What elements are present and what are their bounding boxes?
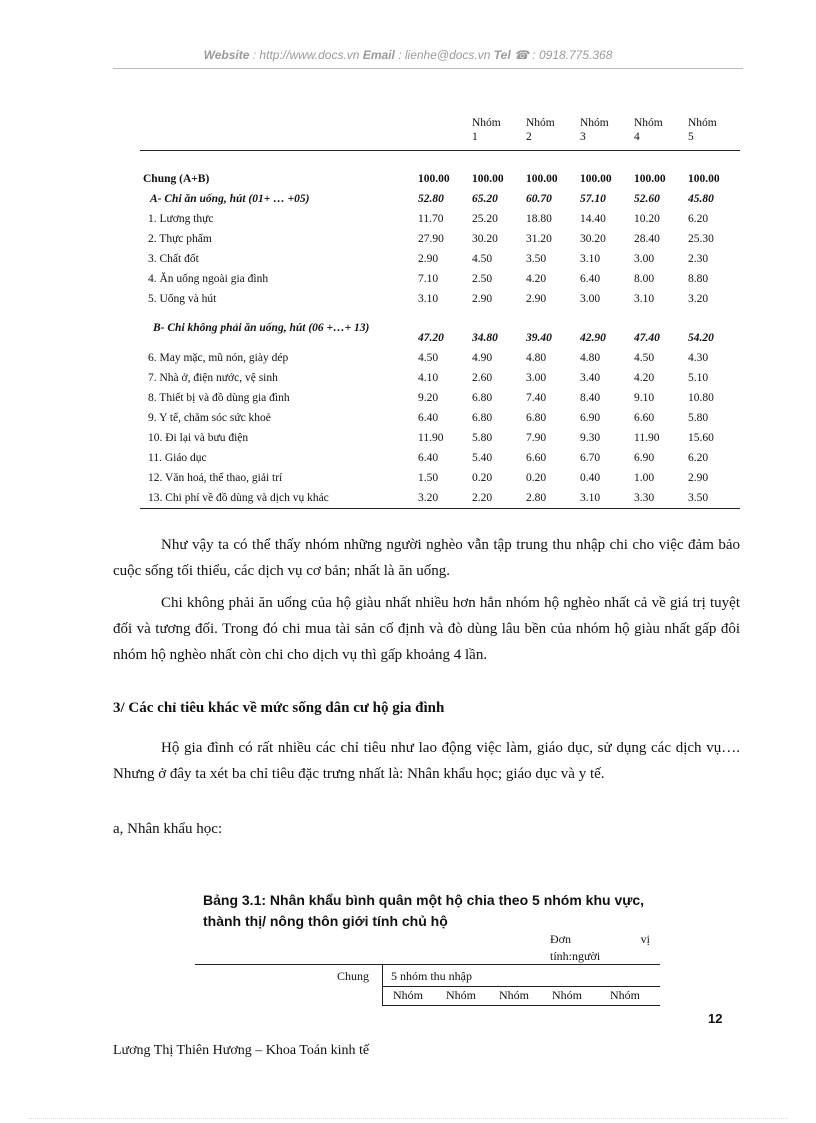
table-row: 6. May mặc, mũ nón, giày dép 4.50 4.90 4.80 4.80 4.50 4.30 [148,352,709,364]
group-header: Nhóm 1 [470,114,524,151]
group-header: Nhóm 4 [632,114,686,151]
tel-label: Tel [493,48,511,62]
unit-label [550,931,652,965]
table-row: 11. Giáo dục 6.40 5.40 6.60 6.70 6.90 6.20 [148,452,709,464]
group-header: Nhóm 5 [686,114,740,151]
table2-chung: Chung [337,969,370,983]
spacer-row [140,151,740,170]
tel-value: ☎ : 0918.775.368 [514,48,613,62]
paragraph-1: Như vậy ta có thể thấy nhóm những người nghèo vẫn tập trung thu nhập chi cho việc đảm bảo cuộc sống tối thiểu, các dịch vụ cơ bản; nhất là ăn uống. [113,537,740,579]
table-header-row [140,114,740,151]
table-row: 12. Văn hoá, thể thao, giải trí 1.50 0.20 0.20 0.40 1.00 2.90 [148,472,709,484]
table-row: 7. Nhà ở, điện nước, vệ sinh 4.10 2.60 3.00 3.40 4.20 5.10 [148,372,709,384]
table-row: A- Chi ăn uống, hút (01+ … +05) 52.80 65.20 60.70 57.10 52.60 45.80 [150,193,714,205]
table-row: 2. Thực phẩm 27.90 30.20 31.20 30.20 28.40 25.30 [148,233,714,245]
website-label: Website [203,48,250,62]
page-number: 12 [708,1011,723,1026]
website-value: : http://www.docs.vn [252,48,360,62]
paragraph-4: a, Nhân khẩu học: [113,821,223,837]
table2-group-header: 5 nhóm thu nhập [391,969,472,983]
table2-group-col: Nhóm [610,988,640,1002]
table2-group-col: Nhóm [552,988,582,1002]
table-row: 3. Chất đốt 2.90 4.50 3.50 3.10 3.00 2.30 [148,253,709,265]
paragraph-3: Hộ gia đình có rất nhiều các chỉ tiêu như lao động việc làm, giáo dục, sử dụng các dịch vụ…. Nhưng ở đây ta xét ba chỉ tiêu đặc trưng nhất là: Nhân khẩu học; giáo dục và y tế. [113,740,740,782]
table-row: 4. Ăn uống ngoài gia đình 7.10 2.50 4.20 6.40 8.00 8.80 [148,273,709,285]
email-label: Email [362,48,395,62]
table-row: 8. Thiết bị và đồ dùng gia đình 9.20 6.80 7.40 8.40 9.10 10.80 [148,392,714,404]
table-row: 1. Lương thực 11.70 25.20 18.80 14.40 10.20 6.20 [148,213,709,225]
table2-group-col: Nhóm [393,988,423,1002]
table2-group-col: Nhóm [446,988,476,1002]
paragraph-2: Chi không phải ăn uống của hộ giàu nhất nhiều hơn hẳn nhóm hộ nghèo nhất cả về giá trị tuyệt đối và tương đối. Trong đó chi mua tài sản cố định và đò dùng lâu bền của nhóm hộ giàu nhất gấp đôi nhóm hộ nghèo nhất còn chi cho dịch vụ thì gấp khoảng 4 lần. [113,595,740,663]
header-blank-total [416,114,470,151]
table-row: 9. Y tế, chăm sóc sức khoẻ 6.40 6.80 6.80 6.90 6.60 5.80 [148,412,709,424]
table2-mid-rule [383,986,660,987]
email-value: : lienhe@docs.vn [398,48,491,62]
section-heading: 3/ Các chỉ tiêu khác về mức sống dân cư hộ gia đình [113,700,445,716]
table-row: 10. Đi lại và bưu điện 11.90 5.80 7.90 9.30 11.90 15.60 [148,432,714,444]
expenditure-table [140,114,740,509]
unit-line2: tính:người [550,949,601,963]
table2-column-divider [382,964,383,1006]
unit-right: vị [640,932,650,946]
table2-caption: Bảng 3.1: Nhân khẩu bình quân một hộ chia theo 5 nhóm khu vực, thành thị/ nông thôn giới tính chủ hộ [203,892,645,929]
table2-group-col: Nhóm [499,988,529,1002]
page-footer: Lương Thị Thiên Hương – Khoa Toán kinh tế [113,1043,370,1058]
page-bottom-border [28,1118,788,1119]
table-row: Chung (A+B) 100.00 100.00 100.00 100.00 100.00 100.00 [143,173,720,185]
group-header: Nhóm 2 [524,114,578,151]
unit-left: Đơn [550,932,572,946]
header-divider [113,68,743,69]
table-row: B- Chi không phải ăn uống, hút (06 +…+ 13) 47.20 34.80 39.40 42.90 47.40 54.20 [153,322,714,344]
page-header [0,48,816,62]
table2-bottom-rule [383,1005,660,1006]
header-blank [140,114,416,151]
table-row: 5. Uống và hút 3.10 2.90 2.90 3.00 3.10 3.20 [148,293,709,305]
table2-top-rule [195,964,660,965]
group-header: Nhóm 3 [578,114,632,151]
table-row: 13. Chi phí về đồ dùng và dịch vụ khác 3.20 2.20 2.80 3.10 3.30 3.50 [140,488,740,509]
